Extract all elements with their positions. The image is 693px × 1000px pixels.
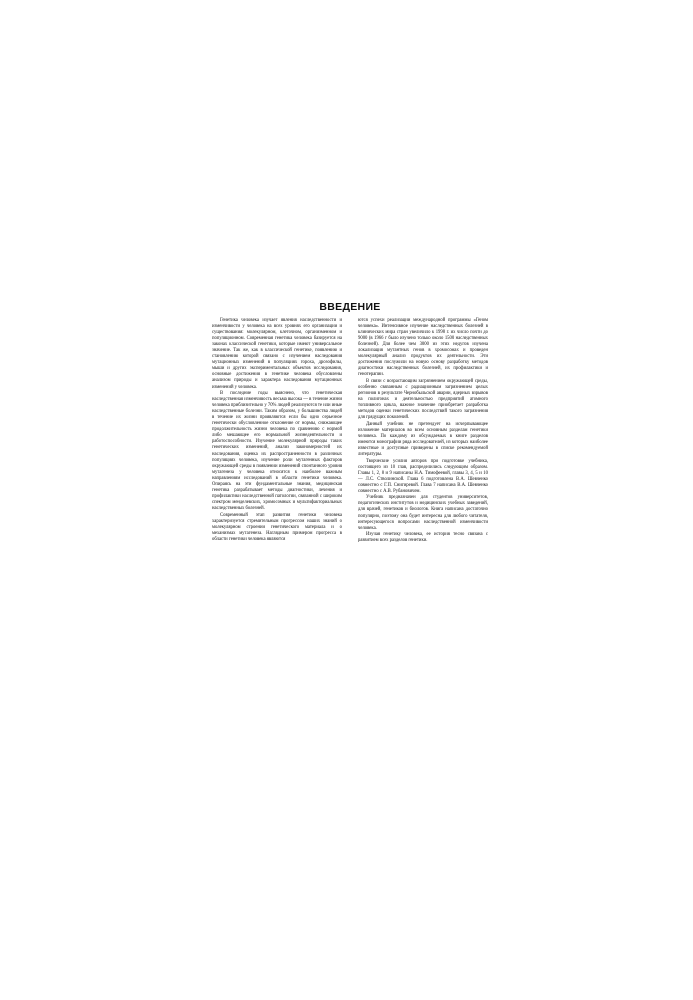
paragraph: Генетика человека изучает явления наследственности и изменчивости у человека на всех уровнях его организации и существования: молекулярном, клеточном, организменном и популяционном. Современная генетика человека базируется на законах классической генетики, которые имеют универсальное значение. Так же, как в классической генетике, появлению и становлению которой связано с изучением наследования мутационных изменений в популяциях гороха, дрозофилы, мыши и других экспериментальных объектов исследования, основные достижения в генетике человека обусловлены анализом природы и характера наследования мутационных изменений у человека. [212,318,342,390]
paragraph: Творческие усилия авторов при подготовке учебника, состоящего из 10 глав, распределились следующим образом. Главы 1, 2, 8 и 9 написаны Н.А. Тимофеевой, главы 3, 4, 5 и 10 — Л.С. Стволинской. Глава 6 подготовлена В.А. Шевченко совместно с Г.П. Снигиревой. Глава 7 написана В.А. Шевченко совместно с А.В. Рубановичем. [358,458,488,494]
paragraph: ются успехи реализации международной программы «Геном человека». Интенсивное изучение наследственных болезней в клинических мира стран увеличило к 1998 г. их число почти до 9000 (в 1966 г было изучено только около 1500 наследственных болезней). Для более чем 3000 из этих недугов изучена локализация мутантных генов в хромосомах и проведен молекулярный анализ продуктов их деятельности. Эти достижения послужили на новую основу разработку методов диагностики наследственных болезней, их профилактики и генотерапии. [358,318,488,378]
chapter-title: ВВЕДЕНИЕ [319,301,381,313]
paragraph: Современный этап развития генетики человека характеризуется стремительным прогрессом наших знаний о молекулярном строении генетического материала и о механизмах мутагенеза. Наглядным примером прогресса в области генетики человека являются [212,512,342,542]
left-column [212,318,342,543]
paragraph: Изучая генетику человека, ее история тесно связана с развитием всех разделов генетики. [358,532,488,544]
paragraph: В последние годы выяснено, что генетическая наследственная изменчивость весьма высока — в течение жизни человека приблизительно у 70% людей реализуются те или иные наследственные болезни. Таким образом, у большинства людей в течение их жизни проявляются если бы одно серьезное генетически обусловленное отклонение от нормы, снижающее продолжительность жизни человека по сравнению с нормой либо мешающее его нормальной жизнедеятельности и работоспособности. Изучение молекулярной природы таких генетических изменений, анализ закономерностей их наследования, оценка их распространенности в различных популяциях человека, изучение роли мутагенных факторов окружающей среды в появлении изменений спонтанного уровня мутагенеза у человека относятся к наиболее важным направлениям исследований в области генетики человека. Опираясь на эти фундаментальные знания, медицинская генетика разрабатывает методы диагностики, лечения и профилактики наследственной патологии, связанной с широким спектром менделевских, хромосомных и мультифакториальных наследственных болезней. [212,391,342,511]
paragraph: Данный учебник не претендует на исчерпывающее изложение материалов во всем основным разделам генетики человека. По каждому из обсуждаемых в книге разделов имеются монографии ряда исследователей, из которых наиболее известные и доступные приведены в списке рекомендуемой литературы. [358,421,488,458]
paragraph: В связи с возрастающим загрязнением окружающей среды, особенно связанным с радиационным загрязнением целых регионов в результате Чернобыльской аварии, ядерных взрывов на полигонах и деятельностью предприятий атомного топливного цикла, важное значение приобретает разработка методов оценки генетических последствий такого загрязнения для грядущих поколений. [358,378,488,421]
page [212,301,488,701]
right-column [358,318,488,544]
paragraph: Учебник предназначен для студентов университетов, педагогических институтов и медицинских учебных заведений, для врачей, генетиков и биологов. Книга написана достаточно популярно, поэтому она будет интересна для любого читателя, интересующегося вопросами наследственной изменчивости человека. [358,495,488,531]
